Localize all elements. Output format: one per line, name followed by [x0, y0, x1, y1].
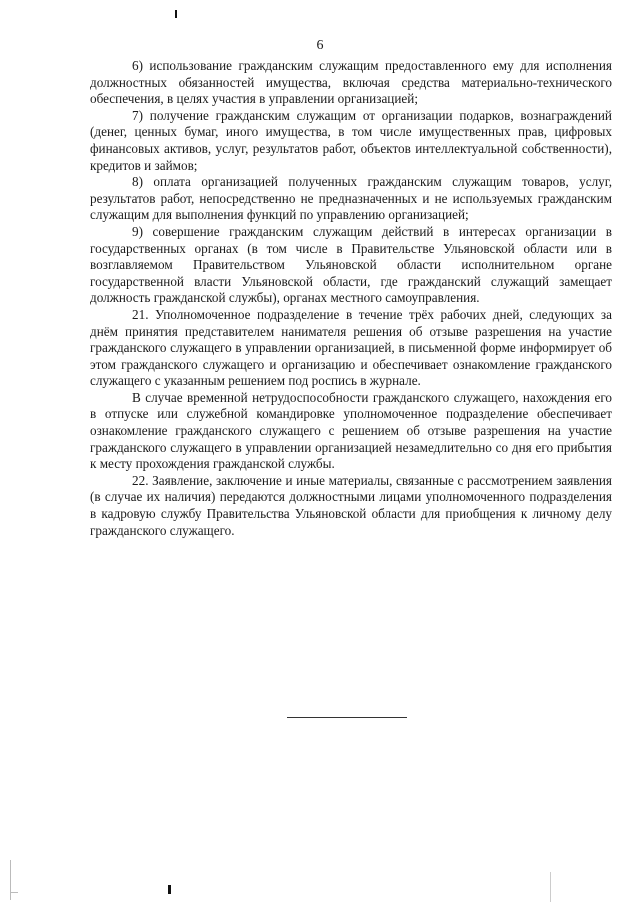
scan-edge-left-corner — [10, 892, 18, 893]
scan-mark-top — [175, 10, 177, 18]
paragraph-item-9: 9) совершение гражданским служащим действий в интересах организации в государственных органах (в том числе в Правительстве Ульяновской области или в возглавляемом Правительством Ульяновской области исполнительном органе государственной власти Ульяновской области, где гражданский служащий замещает должность гражданской службы), органах местного самоуправления. — [90, 223, 612, 306]
paragraph-clause-22: 22. Заявление, заключение и иные материалы, связанные с рассмотрением заявления (в случае их наличия) передаются должностными лицами уполномоченного подразделения в кадровую службу Правительства Ульяновской области для приобщения к личному делу гражданского служащего. — [90, 472, 612, 538]
paragraph-clause-21-note: В случае временной нетрудоспособности гражданского служащего, нахождения его в отпуске или служебной командировке уполномоченное подразделение обеспечивает ознакомление гражданского служащего с решением об отзыве разрешения на участие гражданского служащего в управлении организацией незамедлительно со дня его прибытия к месту прохождения гражданской службы. — [90, 389, 612, 472]
paragraph-clause-21: 21. Уполномоченное подразделение в течение трёх рабочих дней, следующих за днём принятия представителем нанимателя решения об отзыве разрешения на участие гражданского служащего в управлении организацией, в письменной форме информирует об этом гражданского служащего и организацию и обеспечивает ознакомление гражданского служащего с указанным решением под роспись в журнале. — [90, 306, 612, 389]
end-divider — [287, 717, 407, 718]
page-number: 6 — [316, 38, 324, 53]
scan-mark-bottom — [168, 885, 171, 894]
scan-edge-left — [10, 860, 11, 900]
paragraph-item-7: 7) получение гражданским служащим от организации подарков, вознаграждений (денег, ценных бумаг, иного имущества, в том числе имущественных прав, цифровых финансовых активов, услуг, результатов работ, объектов интеллектуальной собственности), кредитов и займов; — [90, 107, 612, 173]
paragraph-item-8: 8) оплата организацией полученных гражданским служащим товаров, услуг, результатов работ, непосредственно не предназначенных и не используемых гражданским служащим для выполнения функций по управлению организацией; — [90, 174, 612, 223]
scan-edge-right — [550, 872, 551, 902]
paragraph-item-6: 6) использование гражданским служащим предоставленного ему для исполнения должностных обязанностей имущества, включая средства материально-технического обеспечения, в целях участия в управлении организацией; — [90, 58, 612, 107]
document-body — [90, 58, 612, 539]
